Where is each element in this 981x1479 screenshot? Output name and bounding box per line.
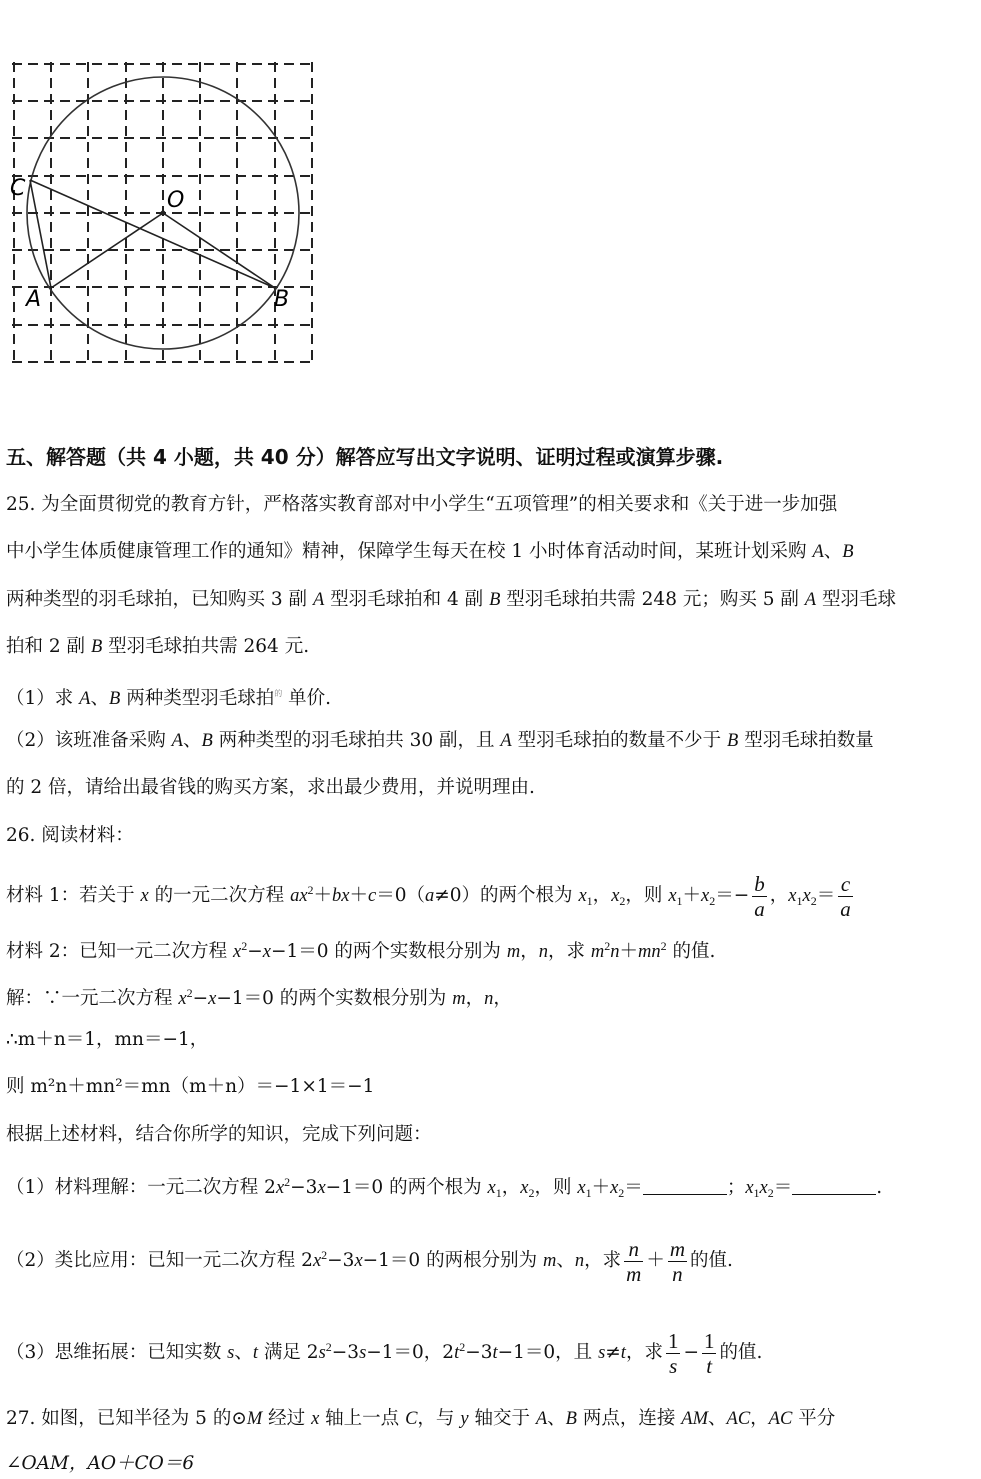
q25-part-2-cont: 的 2 倍，请给出最省钱的购买方案，求出最少费用，并说明理由. (6, 777, 535, 798)
q26-material-1: 材料 1：若关于 x 的一元二次方程 $ax^2+bx+c=0(a\ne 0)$的两个根为 $x_1$，$x_2$，则 $x_1+x_2=-$ $\frac{b}{a}$ ，$x_1x_2=$ $\frac{c}{a}$ (6, 871, 851, 921)
q27-line-2: ∠OAM，AO＋CO＝6 (6, 1453, 195, 1474)
q25-line-2: 中小学生体质健康管理工作的通知》精神，保障学生每天在校 1 小时体育活动时间，某班计划采购 A、B (6, 541, 854, 562)
q26-solution-3: 则 m²n＋mn²＝mn（m＋n）＝−1×1＝−1 (6, 1076, 375, 1097)
q26-part-2: （2）类比应用：已知一元二次方程 $2x^2-3x-1=0$ 的两根分别为 m、n，求 $\frac{n}{m}$ ＋ $\frac{m}{n}$ 的值. (6, 1236, 733, 1286)
q27-line-1: 27. 如图，已知半径为 5 的⊙M 经过 x 轴上一点 C，与 y 轴交于 A、B 两点，连接 AM、AC，AC 平分 (6, 1408, 836, 1429)
q26-part-3: （3）思维拓展：已知实数 s、t 满足 $2s^2-3s-1=0$，$2t^2-3t-1=0$，且 s≠t，求 $\frac{1}{s}$ − $\frac{1}{t}$ 的值. (6, 1328, 763, 1378)
answer-blank-2[interactable] (792, 1176, 876, 1195)
q26-solution-1: 解：∵一元二次方程 $x^2-x-1=0$ 的两个实数根分别为 m，n， (6, 986, 512, 1009)
q25-line-3: 两种类型的羽毛球拍，已知购买 3 副 A 型羽毛球拍和 4 副 B 型羽毛球拍共需 248 元；购买 5 副 A 型羽毛球 (6, 589, 896, 610)
q25-part-2: （2）该班准备采购 A、B 两种类型的羽毛球拍共 30 副，且 A 型羽毛球拍的数量不少于 B 型羽毛球拍数量 (6, 730, 874, 751)
q26-material-2: 材料 2：已知一元二次方程 $x^2-x-1=0$ 的两个实数根分别为 m，n，求 $m^2n+mn^2$ 的值. (6, 939, 716, 962)
q25-line-4: 拍和 2 副 B 型羽毛球拍共需 264 元. (6, 636, 310, 657)
point-o (161, 211, 166, 216)
answer-blank-1[interactable] (643, 1176, 727, 1195)
q25-part-1: （1）求 A、B 两种类型羽毛球拍$^的$ 单价. (6, 688, 331, 709)
q26-solution-2: ∴m＋n＝1，mn＝−1， (6, 1029, 209, 1050)
q26-part-1: （1）材料理解：一元二次方程 $2x^2-3x-1=0$ 的两个根为 $x_1$，$x_2$，则 $x_1+x_2=$ ；$x_1x_2=$ . (6, 1175, 883, 1200)
segments (30, 180, 275, 288)
grid-circle-figure (0, 50, 330, 375)
frac-b-over-a: $\frac{b}{a}$ (754, 871, 765, 921)
label-o: O (167, 188, 185, 213)
label-b: B (274, 287, 290, 312)
q25-line-1: 25. 为全面贯彻党的教育方针，严格落实教育部对中小学生“五项管理”的相关要求和《关于进一步加强 (6, 494, 838, 515)
q26-title: 26. 阅读材料： (6, 825, 134, 846)
q26-intro: 根据上述材料，结合你所学的知识，完成下列问题： (6, 1124, 432, 1145)
frac-c-over-a: $\frac{c}{a}$ (840, 871, 851, 921)
section-heading: 五、解答题（共 4 小题，共 40 分）解答应写出文字说明、证明过程或演算步骤. (6, 445, 724, 469)
label-a: A (26, 287, 42, 312)
label-c: C (10, 176, 26, 201)
